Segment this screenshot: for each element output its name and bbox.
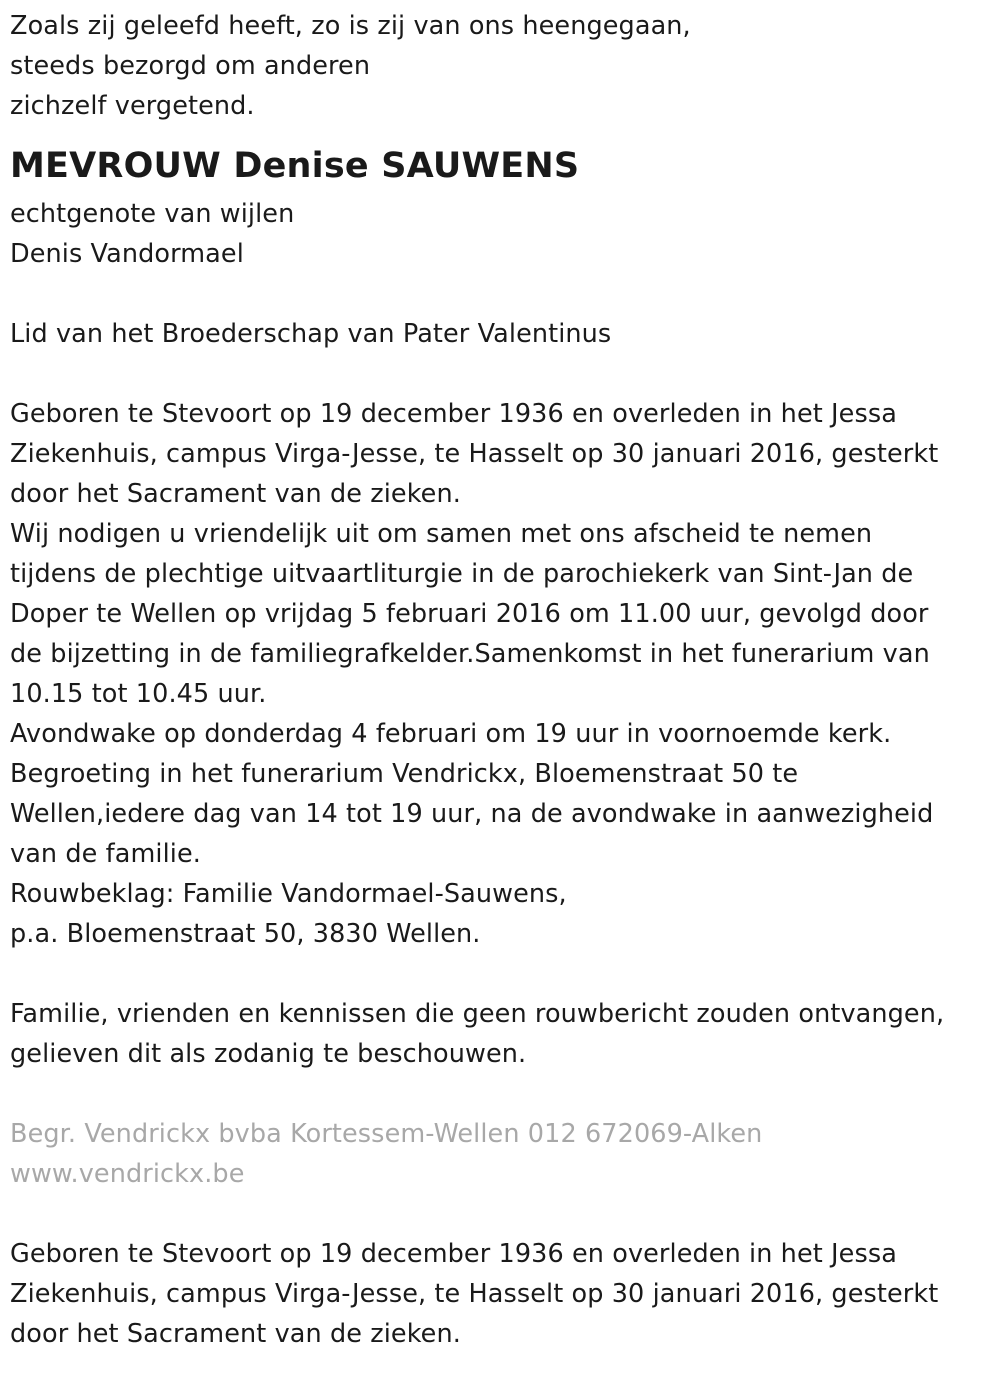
details-line: 10.15 tot 10.45 uur. — [10, 679, 267, 709]
spacer — [10, 354, 1000, 394]
details-line: Rouwbeklag: Familie Vandormael-Sauwens, — [10, 879, 567, 909]
details-line: van de familie. — [10, 839, 201, 869]
spouse-line: Denis Vandormael — [10, 239, 244, 269]
motto-line: zichzelf vergetend. — [10, 91, 255, 121]
repeat-line: Geboren te Stevoort op 19 december 1936 en overleden in het Jessa — [10, 1239, 897, 1269]
details-line: p.a. Bloemenstraat 50, 3830 Wellen. — [10, 919, 481, 949]
details-line: Begroeting in het funerarium Vendrickx, Bloemenstraat 50 te — [10, 759, 799, 789]
repeat-line: Ziekenhuis, campus Virga-Jesse, te Hasselt op 30 januari 2016, gesterkt — [10, 1279, 939, 1309]
spacer — [10, 954, 1000, 994]
notice-block — [10, 994, 1000, 1074]
details-line: Ziekenhuis, campus Virga-Jesse, te Hasselt op 30 januari 2016, gesterkt — [10, 439, 939, 469]
spacer — [10, 1074, 1000, 1114]
details-line: de bijzetting in de familiegrafkelder.Samenkomst in het funerarium van — [10, 639, 930, 669]
notice-line: gelieven dit als zodanig te beschouwen. — [10, 1039, 527, 1069]
notice-line: Familie, vrienden en kennissen die geen rouwbericht zouden ontvangen, — [10, 999, 945, 1029]
spacer — [10, 274, 1000, 314]
undertaker-block — [10, 1114, 1000, 1194]
deceased-name: MEVROUW Denise SAUWENS — [10, 146, 580, 186]
details-line: Doper te Wellen op vrijdag 5 februari 2016 om 11.00 uur, gevolgd door — [10, 599, 929, 629]
details-block — [10, 394, 1000, 954]
details-line: tijdens de plechtige uitvaartliturgie in de parochiekerk van Sint-Jan de — [10, 559, 914, 589]
motto-line: Zoals zij geleefd heeft, zo is zij van ons heengegaan, — [10, 11, 691, 41]
spouse-line: echtgenote van wijlen — [10, 199, 295, 229]
details-line: Avondwake op donderdag 4 februari om 19 uur in voornoemde kerk. — [10, 719, 892, 749]
membership-line: Lid van het Broederschap van Pater Valentinus — [10, 319, 612, 349]
undertaker-line: Begr. Vendrickx bvba Kortessem-Wellen 012 672069-Alken — [10, 1119, 763, 1149]
motto-line: steeds bezorgd om anderen — [10, 51, 371, 81]
details-line: Wij nodigen u vriendelijk uit om samen met ons afscheid te nemen — [10, 519, 873, 549]
details-line: Wellen,iedere dag van 14 tot 19 uur, na de avondwake in aanwezigheid — [10, 799, 934, 829]
spouse-block — [10, 194, 1000, 274]
details-line: Geboren te Stevoort op 19 december 1936 en overleden in het Jessa — [10, 399, 897, 429]
details-line: door het Sacrament van de zieken. — [10, 479, 461, 509]
undertaker-website-link[interactable]: www.vendrickx.be — [10, 1159, 245, 1189]
spacer — [10, 1194, 1000, 1234]
repeat-block — [10, 1234, 1000, 1354]
motto-block — [10, 6, 1000, 126]
repeat-line: door het Sacrament van de zieken. — [10, 1319, 461, 1349]
